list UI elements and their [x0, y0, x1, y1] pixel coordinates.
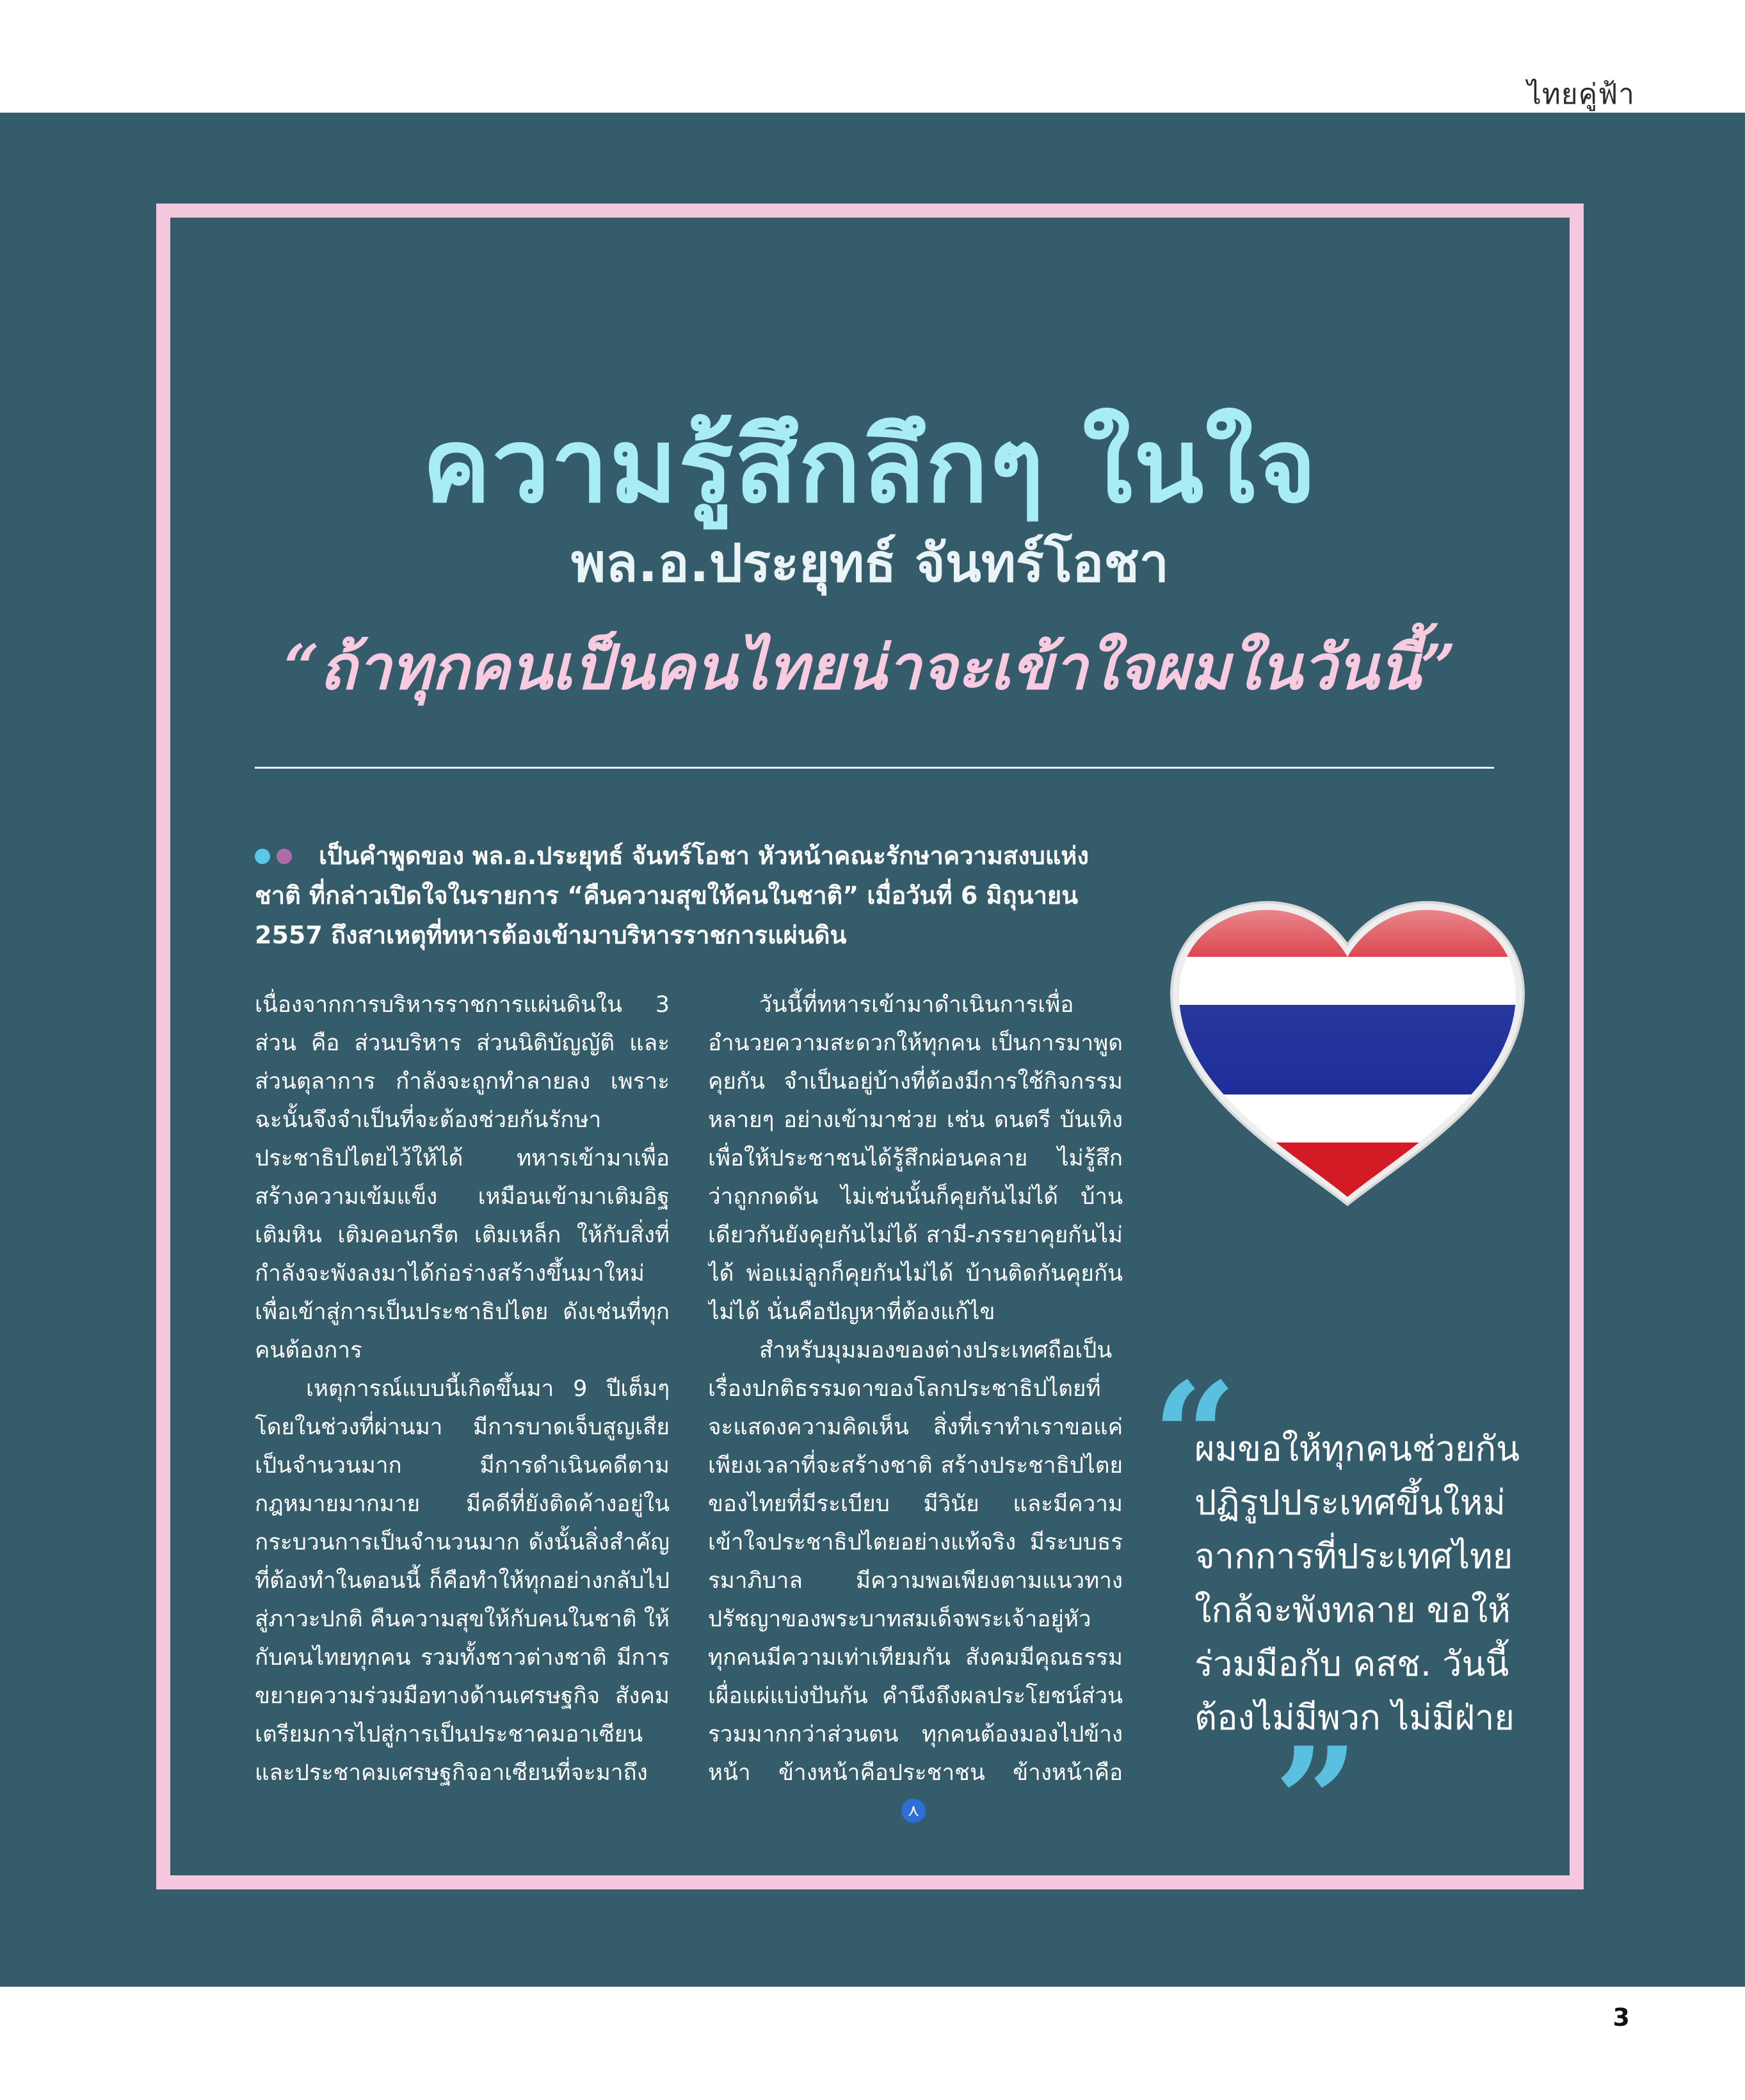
body-paragraph: วันนี้ที่ทหารเข้ามาดำเนินการเพื่ออำนวยความสะดวกให้ทุกคน เป็นการมาพูดคุยกัน จำเป็นอยู่บ้างที่ต้องมีการใช้กิจกรรมหลายๆ อย่างเข้ามาช่วย เช่น ดนตรี บันเทิง เพื่อให้ประชาชนได้รู้สึกผ่อนคลาย ไม่รู้สึกว่าถูกกดดัน ไม่เช่นนั้นก็คุยกันไม่ได้ บ้านเดียวกันยังคุยกันไม่ได้ สามี-ภรรยาคุยกันไม่ได้ พ่อแม่ลูกก็คุยกันไม่ได้ บ้านติดกันคุยกันไม่ได้ นั่นคือปัญหาที่ต้องแก้ไข	[708, 992, 1123, 1325]
body-column-1	[255, 986, 670, 1792]
article-subtitle: พล.อ.ประยุทธ์ จันทร์โอชา	[571, 533, 1169, 594]
section-label: ไทยคู่ฟ้า	[1527, 78, 1635, 111]
thai-flag-heart-icon	[1165, 896, 1530, 1216]
title-divider	[255, 767, 1494, 769]
body-paragraph: เนื่องจากการบริหารราชการแผ่นดินใน 3 ส่วน คือ ส่วนบริหาร ส่วนนิติบัญญัติ และส่วนตุลาการ กำลังจะถูกทำลายลง เพราะฉะนั้นจึงจำเป็นที่จะต้องช่วยกันรักษาประชาธิปไตยไว้ให้ได้ ทหารเข้ามาเพื่อสร้างความเข้มแข็ง เหมือนเข้ามาเติมอิฐ เติมหิน เติมคอนกรีต เติมเหล็ก ให้กับสิ่งที่กำลังจะพังลงมาได้ก่อร่างสร้างขึ้นมาใหม่ เพื่อเข้าสู่การเป็นประชาธิปไตย ดังเช่นที่ทุกคนต้องการ	[255, 992, 670, 1363]
body-paragraph: สำหรับมุมมองของต่างประเทศถือเป็นเรื่องปกติธรรมดาของโลกประชาธิปไตยที่จะแสดงความคิดเห็น สิ่งที่เราทำเราขอแค่เพียงเวลาที่จะสร้างชาติ สร้างประชาธิปไตยของไทยที่มีระเบียบ มีวินัย และมีความเข้าใจประชาธิปไตยอย่างแท้จริง มีระบบธรรมาภิบาล มีความพอเพียงตามแนวทางปรัชญาของพระบาทสมเด็จพระเจ้าอยู่หัว ทุกคนมีความเท่าเทียมกัน สังคมมีคุณธรรมเผื่อแผ่แบ่งปันกัน คำนึงถึงผลประโยชน์ส่วนรวมมากกว่าส่วนตน ทุกคนต้องมองไปข้างหน้า ข้างหน้าคือประชาชน ข้างหน้าคือ	[708, 1338, 1123, 1786]
article-pull-title: “ถ้าทุกคนเป็นคนไทยน่าจะเข้าใจผมในวันนี้”	[284, 631, 1456, 703]
article-intro: เป็นคำพูดของ พล.อ.ประยุทธ์ จันทร์โอชา หัวหน้าคณะรักษาความสงบแห่งชาติ ที่กล่าวเปิดใจในรายการ “คืนความสุขให้คนในชาติ” เมื่อวันที่ 6 มิถุนายน 2557 ถึงสาเหตุที่ทหารต้องเข้ามาบริหารราชการแผ่นดิน	[255, 842, 1089, 949]
quote-open-mark: “	[1152, 1351, 1237, 1523]
page-number: 3	[1612, 2003, 1630, 2032]
article-title: ความรู้สึกลึกๆ ในใจ	[422, 406, 1318, 525]
pull-quote: ผมขอให้ทุกคนช่วยกันปฏิรูปประเทศขึ้นใหม่ จากการที่ประเทศไทยใกล้จะพังทลาย ขอให้ร่วมมือกับ คสช. วันนี้ต้องไม่มีพวก ไม่มีฝ่าย	[1194, 1429, 1520, 1738]
body-paragraph: เหตุการณ์แบบนี้เกิดขึ้นมา 9 ปีเต็มๆ โดยในช่วงที่ผ่านมา มีการบาดเจ็บสูญเสียเป็นจำนวนมาก มีการดำเนินคดีตามกฎหมายมากมาย มีคดีที่ยังติดค้างอยู่ในกระบวนการเป็นจำนวนมาก ดังนั้นสิ่งสำคัญที่ต้องทำในตอนนี้ ก็คือทำให้ทุกอย่างกลับไปสู่ภาวะปกติ คืนความสุขให้กับคนในชาติ ให้กับคนไทยทุกคน รวมทั้งชาวต่างชาติ มีการขยายความร่วมมือทางด้านเศรษฐกิจ สังคม เตรียมการไปสู่การเป็นประชาคมอาเซียน และประชาคมเศรษฐกิจอาเซียนที่จะมาถึง	[255, 1376, 670, 1786]
page-marker-icon: ⋏	[901, 1799, 926, 1823]
quote-close-mark: ”	[1274, 1715, 1359, 1888]
body-column-2	[708, 986, 1123, 1792]
